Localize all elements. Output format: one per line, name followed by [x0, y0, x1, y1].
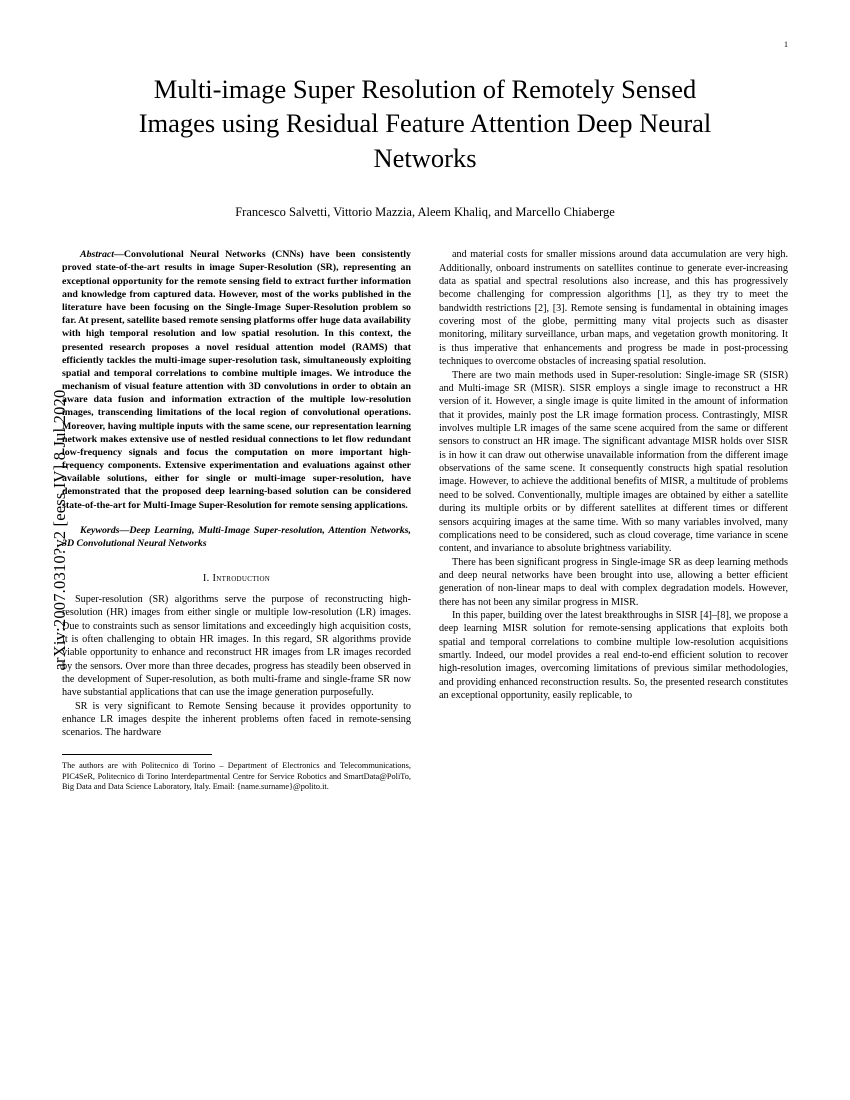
- section-title: Introduction: [212, 573, 271, 585]
- paragraph: There are two main methods used in Super-resolution: Single-image SR (SISR) and Multi-image SR (MISR). SISR employs a single image to reconstruct a HR version of it. However, a single image is quite limited in the amount of information that it provides, mainly post the LR image formation process. Contrastingly, MISR involves multiple LR images of the same scene acquired from the same or different sensors to construct an HR image. The significant advantage MISR holds over SISR is in how it can draw out otherwise unavailable information from the different image observations of the same scene. It consequently constructs high spatial resolution image. However, to achieve the additional benefits of MISR, a multitude of problems need to be solved. Conventionally, multiple images are obtained by either a satellite during its multiple orbits or by different satellites at different times or different sensors acquiring images at the same time. With so many variables involved, many complications need to be considered, such as cloud coverage, time variance in scene content, and invariance to absolute brightness variability.: [439, 369, 788, 555]
- keywords-text: Deep Learning, Multi-Image Super-resolution, Attention Networks, 3D Convolutional Neural Networks: [62, 524, 411, 549]
- two-column-body: [62, 248, 788, 793]
- paragraph: There has been significant progress in Single-image SR as deep learning methods and deep neural networks have been brought into use, allowing a better efficient generation of non-linear maps to deal with complex degradation models. However, there has not been any similar progress in MISR.: [439, 556, 788, 608]
- footnote-text: The authors are with Politecnico di Torino – Department of Electronics and Telecommunications, PIC4SeR, Politecnico di Torino Interdepartmental Centre for Service Robotics and SmartData@PoliTo, Big Data and Data Science Laboratory, Italy. Email: {name.surname}@polito.it.: [62, 760, 411, 792]
- page-number: 1: [784, 40, 788, 49]
- page-title: Multi-image Super Resolution of Remotely Sensed Images using Residual Feature Attention Deep Neural Networks: [138, 74, 712, 173]
- arxiv-stamp: arXiv:2007.0310?v2 [eess.IV] 8 Jul 2020: [50, 389, 69, 671]
- section-number: I.: [202, 573, 210, 585]
- paragraph: and material costs for smaller missions around data accumulation are very high. Additionally, onboard instruments on satellites continue to generate ever-increasing data as spatial and spectral resolutions also increase, and this has progressively become challenging for compression algorithms [1], as they try to meet the bandwidth restrictions [2], [3]. Remote sensing is fundamental in obtaining images covering most of the globe, permitting many vital projects such as disaster monitoring, military surveillance, urban maps, and vegetation growth monitoring. It is thus imperative that enhancements and progress be made in post-processing techniques to overcome obstacles of increasing spatial resolution.: [439, 249, 788, 368]
- paper-content: [62, 58, 788, 793]
- abstract-lead: Abstract—: [80, 249, 124, 261]
- paragraph: Super-resolution (SR) algorithms serve the purpose of reconstructing high-resolution (HR) images from either single or multiple low-resolution (LR) images. Due to constraints such as sensor limitations and exceedingly high acquisition costs, it is often challenging to obtain HR images. In this regard, SR algorithms provide viable opportunity to enhance and reconstruct HR images from LR images recorded by the sensors. Over more than three decades, progress has steadily been observed in the development of Super-resolution, as both multi-frame and single-frame SR now have substantial applications that can use the image generation purposefully.: [62, 593, 411, 699]
- keywords-lead: Keywords—: [80, 524, 130, 536]
- keywords-block: [62, 524, 411, 550]
- right-column: [439, 248, 788, 793]
- footnote-divider: [62, 754, 212, 755]
- section-heading-introduction: [62, 572, 411, 586]
- paragraph: SR is very significant to Remote Sensing because it provides opportunity to enhance LR images despite the inherent problems often faced in remote-sensing scenarios. The hardware: [62, 700, 411, 739]
- paragraph: In this paper, building over the latest breakthroughs in SISR [4]–[8], we propose a deep learning MISR solution for remote-sensing applications that exploits both spatial and temporal correlations to combine multiple low-resolution acquisitions smartly. Indeed, our model provides a real end-to-end efficient solution to recover high-resolution images, overcoming limitations of previous similar methodologies, and providing enhanced reconstruction results. So, the presented research constitutes an exceptional opportunity, easily replicable, to: [439, 610, 788, 702]
- abstract-text: Convolutional Neural Networks (CNNs) have been consistently proved state-of-the-art results in image Super-Resolution (SR), representing an exceptional opportunity for the remote sensing field to extract further information and knowledge from captured data. However, most of the works published in the literature have been focusing on the Single-Image Super-Resolution problem so far. At present, satellite based remote sensing platforms offer huge data availability with high temporal resolution and low spatial resolution. In this context, the presented research proposes a novel residual attention model (RAMS) that efficiently tackles the multi-image super-resolution task, simultaneously exploiting spatial and temporal correlations to combine multiple images. We introduce the mechanism of visual feature attention with 3D convolutions in order to obtain an aware data fusion and information extraction of the multiple low-resolution images, transcending limitations of the local region of convolutional operations. Moreover, having multiple inputs with the same scene, our representation learning network makes extensive use of nestled residual connections to let flow redundant low-frequency signals and focus the computation on more important high-frequency components. Extensive experimentation and evaluations against other available solutions, either for single or multi-image super-resolution, have demonstrated that the proposed deep learning-based solution can be considered state-of-the-art for Multi-Image Super-Resolution for remote sensing applications.: [62, 249, 411, 511]
- left-column: [62, 248, 411, 793]
- author-list: Francesco Salvetti, Vittorio Mazzia, Aleem Khaliq, and Marcello Chiaberge: [235, 205, 615, 220]
- abstract-block: [62, 248, 411, 511]
